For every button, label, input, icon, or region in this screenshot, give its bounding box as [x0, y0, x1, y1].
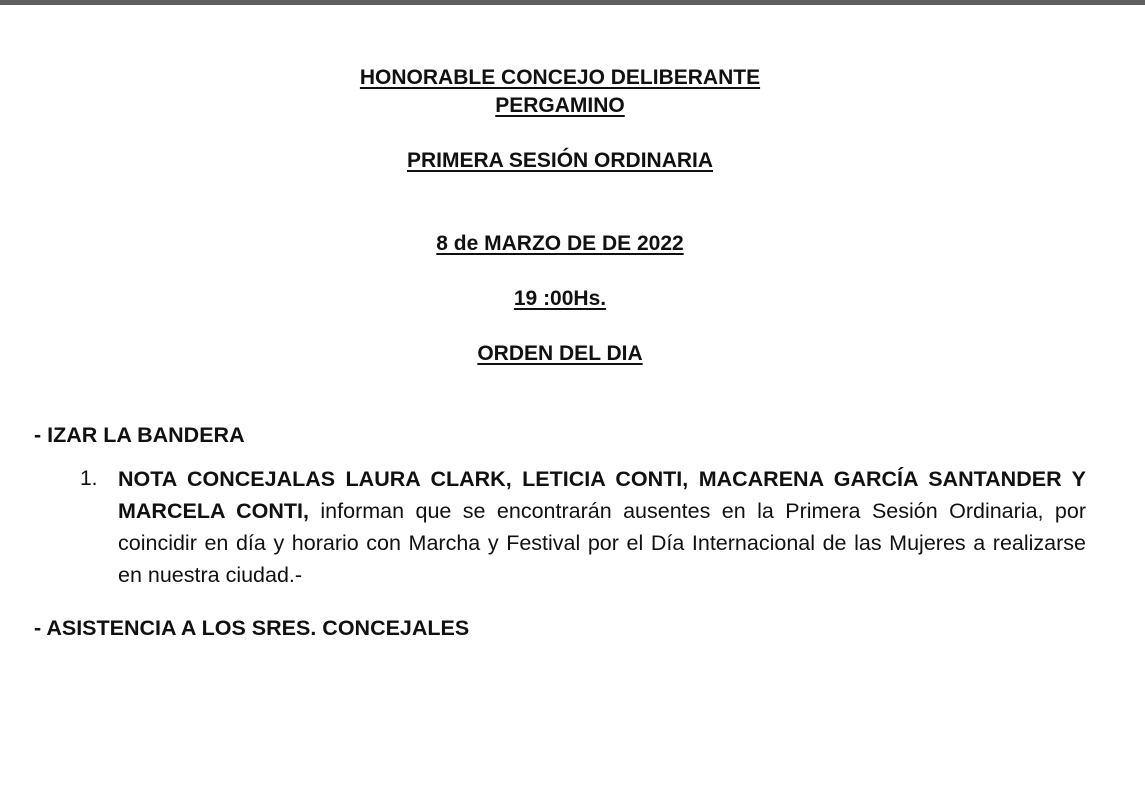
session-title: PRIMERA SESIÓN ORDINARIA — [406, 149, 714, 172]
agenda-item-text: informan que se encontrarán ausentes en la Primera Sesión Ordinaria, por coincidir en día y horario con Marcha y Festival por el Día Internacional de las Mujeres a realizarse en nuestra ciudad.- — [118, 499, 1086, 587]
agenda-item-number: 1. — [80, 467, 98, 490]
city-title: PERGAMINO — [495, 94, 625, 117]
agenda-item-body — [118, 463, 1086, 591]
institution-title: HONORABLE CONCEJO DELIBERANTE — [359, 66, 761, 89]
section-heading-flag: - IZAR LA BANDERA — [34, 423, 245, 447]
session-time: 19 :00Hs. — [513, 287, 607, 310]
agenda-item-lead: NOTA CONCEJALAS LAURA CLARK, LETICIA CONTI, MACARENA GARCÍA SANTANDER Y MARCELA CONTI, — [118, 467, 1086, 523]
agenda-title: ORDEN DEL DIA — [477, 342, 643, 365]
section-heading-attendance: - ASISTENCIA A LOS SRES. CONCEJALES — [34, 616, 470, 640]
session-date: 8 de MARZO DE DE 2022 — [436, 232, 684, 255]
